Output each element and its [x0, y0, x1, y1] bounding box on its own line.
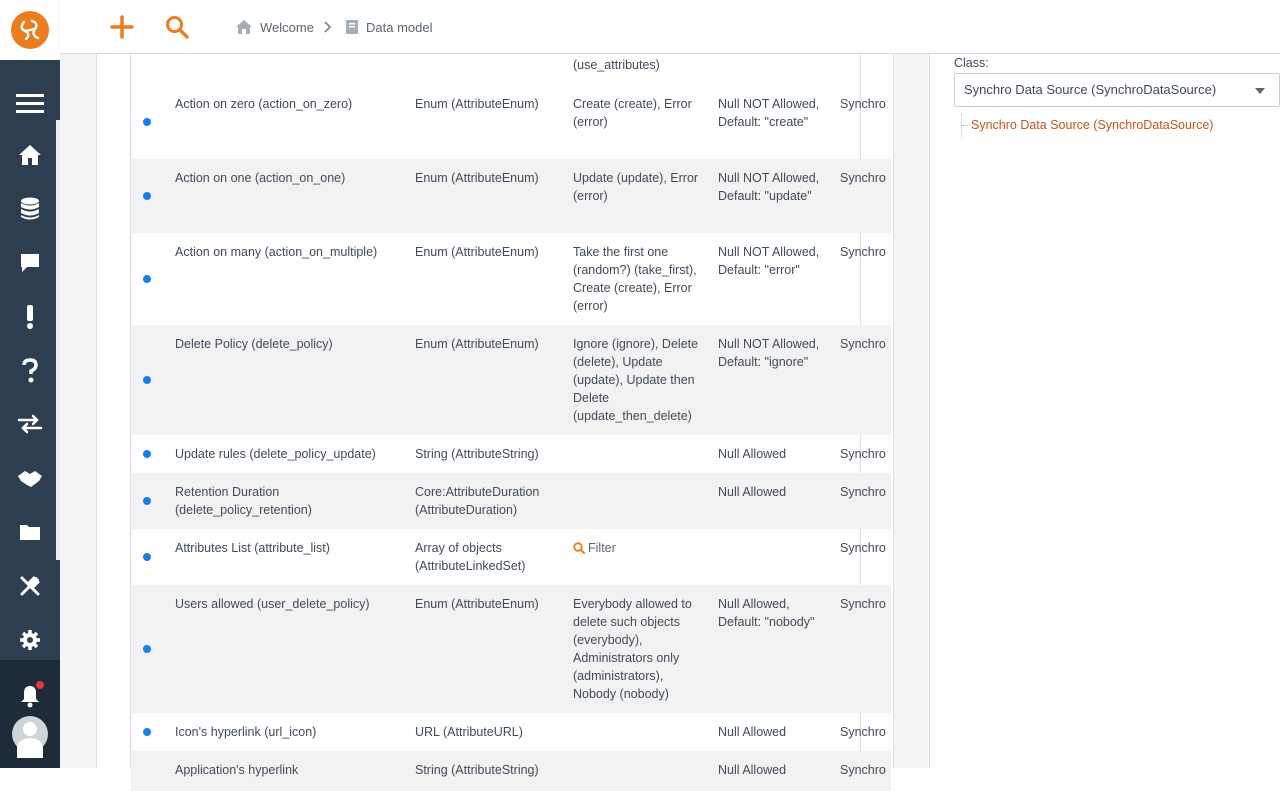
attribute-origin: Synchro — [840, 337, 886, 351]
bullet-dot — [143, 450, 151, 458]
main-panel — [60, 54, 930, 777]
menu-icon[interactable] — [12, 86, 48, 122]
attribute-type: Enum (AttributeEnum) — [415, 337, 539, 351]
attribute-type: Enum (AttributeEnum) — [415, 245, 539, 259]
attribute-null: Null Allowed, Default: "nobody" — [718, 597, 815, 629]
bullet-dot — [143, 192, 151, 200]
attribute-origin: Synchro — [840, 171, 886, 185]
attribute-type: URL (AttributeURL) — [415, 725, 523, 739]
table-row — [131, 233, 891, 325]
chevron-right-icon — [324, 21, 332, 33]
attribute-type: Enum (AttributeEnum) — [415, 171, 539, 185]
attribute-name: Attributes List (attribute_list) — [175, 541, 330, 555]
attribute-origin: Synchro — [840, 597, 886, 611]
table-row — [131, 435, 891, 473]
table-row — [131, 85, 891, 159]
alert-icon[interactable] — [12, 299, 48, 335]
bullet-dot — [143, 497, 151, 505]
attribute-values: Everybody allowed to delete such objects (everybody), Administrators only (administrators), Nobody (nobody) — [573, 597, 692, 701]
top-bar — [60, 0, 1280, 54]
tools-icon[interactable] — [12, 568, 48, 604]
bullet-dot — [143, 728, 151, 736]
attribute-name: Update rules (delete_policy_update) — [175, 447, 376, 461]
attribute-type: Array of objects (AttributeLinkedSet) — [415, 541, 526, 573]
logo-area — [0, 0, 60, 60]
left-navigation — [0, 0, 60, 768]
attribute-type: String (AttributeString) — [415, 447, 539, 461]
attribute-origin: Synchro — [840, 541, 886, 555]
table-row — [131, 713, 891, 751]
attribute-values — [573, 539, 703, 559]
bullet-dot — [143, 118, 151, 126]
attribute-values: Update (update), Error (error) — [573, 171, 699, 203]
attribute-origin: Synchro — [840, 245, 886, 259]
search-icon — [573, 542, 585, 554]
attribute-null: Null Allowed — [718, 485, 787, 499]
attribute-type: Core:AttributeDuration (AttributeDuration) — [415, 485, 540, 517]
attribute-null: Null Allowed — [718, 725, 787, 739]
attribute-null: Null Allowed — [718, 447, 787, 461]
attribute-origin: Synchro — [840, 763, 886, 777]
bullet-dot — [143, 553, 151, 561]
attribute-name: Action on many (action_on_multiple) — [175, 245, 378, 259]
attribute-values: Ignore (ignore), Delete (delete), Update (update), Update then Delete (update_then_delete) — [573, 337, 699, 423]
search-icon[interactable] — [162, 12, 192, 42]
attribute-null: Null NOT Allowed, Default: "ignore" — [718, 337, 820, 369]
home-icon[interactable] — [12, 137, 48, 173]
attribute-type: String (AttributeString) — [415, 763, 539, 777]
attributes-table — [130, 54, 886, 777]
filter-label: Filter — [588, 541, 616, 555]
table-row — [131, 159, 891, 233]
class-select[interactable] — [954, 73, 1280, 107]
bullet-dot — [143, 376, 151, 384]
table-row — [131, 529, 891, 585]
table-row — [131, 751, 891, 791]
class-label: Class: — [954, 56, 989, 70]
caret-down-icon — [1255, 88, 1265, 94]
exchange-icon[interactable] — [12, 406, 48, 442]
attribute-name: Action on zero (action_on_zero) — [175, 97, 353, 111]
class-tree-item[interactable]: Synchro Data Source (SynchroDataSource) — [971, 118, 1214, 132]
database-icon[interactable] — [12, 191, 48, 227]
bullet-dot — [143, 645, 151, 653]
table-row — [131, 473, 891, 529]
user-avatar-icon[interactable] — [12, 716, 48, 752]
attribute-origin: Synchro — [840, 97, 886, 111]
attribute-null: Null NOT Allowed, Default: "update" — [718, 171, 820, 203]
attribute-origin: Synchro — [840, 447, 886, 461]
class-selector-panel — [930, 54, 1280, 768]
class-select-value: Synchro Data Source (SynchroDataSource) — [964, 82, 1217, 97]
attribute-name: Action on one (action_on_one) — [175, 171, 346, 185]
breadcrumb-separator — [324, 18, 340, 36]
table-row — [131, 54, 891, 85]
book-icon — [346, 20, 358, 34]
attribute-name: Users allowed (user_delete_policy) — [175, 597, 370, 611]
itop-logo-icon[interactable] — [11, 11, 49, 49]
attribute-type: Enum (AttributeEnum) — [415, 597, 539, 611]
attribute-name: Application's hyperlink — [175, 763, 299, 777]
table-row — [131, 325, 891, 435]
breadcrumb-label: Welcome — [260, 19, 314, 35]
gear-icon[interactable] — [12, 622, 48, 658]
attribute-name: Delete Policy (delete_policy) — [175, 337, 333, 351]
plus-icon[interactable] — [107, 12, 137, 42]
attribute-values: Take the first one (random?) (take_first), Create (create), Error (error) — [573, 245, 697, 313]
folder-icon[interactable] — [12, 514, 48, 550]
breadcrumb-data-model[interactable] — [346, 18, 432, 36]
attribute-origin: Synchro — [840, 485, 886, 499]
help-icon[interactable] — [12, 353, 48, 389]
attribute-null: Null Allowed — [718, 763, 787, 777]
breadcrumb-welcome[interactable] — [236, 18, 314, 36]
attribute-name: Retention Duration (delete_policy_retention) — [175, 485, 312, 517]
table-row — [131, 585, 891, 713]
filter-link[interactable] — [573, 539, 616, 557]
home-icon — [236, 20, 252, 34]
bullet-dot — [143, 275, 151, 283]
breadcrumb-label: Data model — [366, 19, 433, 35]
attribute-origin: Synchro — [840, 725, 886, 739]
attribute-name: Icon's hyperlink (url_icon) — [175, 725, 317, 739]
data-model-card — [96, 54, 894, 777]
attribute-values: Create (create), Error (error) — [573, 97, 692, 129]
chat-icon[interactable] — [12, 245, 48, 281]
class-tree — [961, 114, 1261, 138]
attribute-null: Null NOT Allowed, Default: "error" — [718, 245, 820, 277]
handshake-icon[interactable] — [12, 460, 48, 496]
notification-badge — [34, 679, 46, 691]
attribute-null: Null NOT Allowed, Default: "create" — [718, 97, 820, 129]
row-values: (use_attributes) — [573, 58, 660, 72]
attribute-type: Enum (AttributeEnum) — [415, 97, 539, 111]
